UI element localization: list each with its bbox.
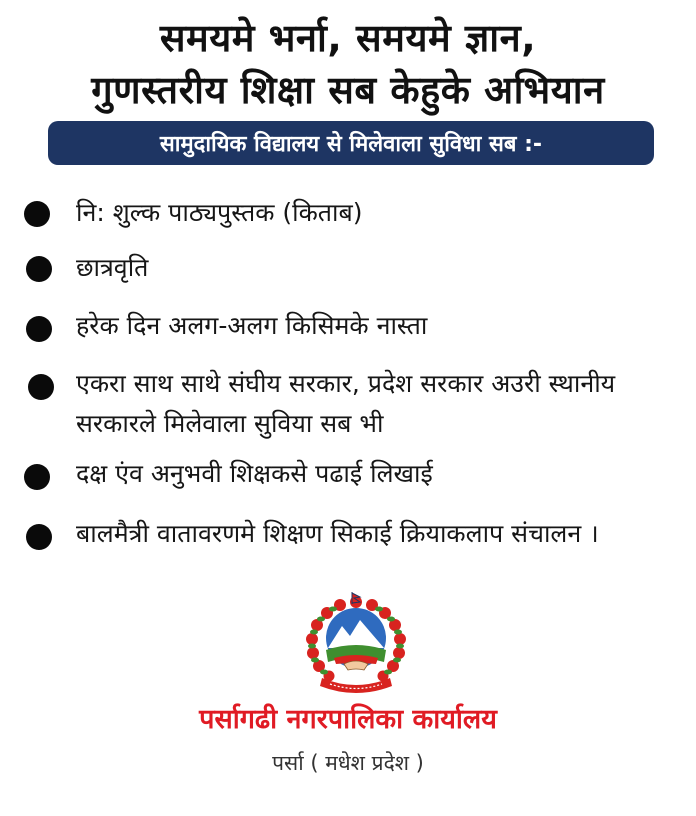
list-item-text: छात्रवृति [76,253,149,282]
list-item-text: एकरा साथ साथे संघीय सरकार, प्रदेश सरकार अउरी स्थानीय सरकारले मिलेवाला सुविया सब भी [76,369,616,438]
bullet-icon [26,256,52,282]
list-item-text: नि: शुल्क पाठ्यपुस्तक (किताब) [76,198,363,227]
list-item-text: हरेक दिन अलग-अलग किसिमके नास्ता [76,311,428,340]
bullet-icon [26,316,52,342]
facilities-banner [48,121,654,165]
municipality-location: पर्सा ( मधेश प्रदेश ) [272,751,424,775]
headline-line-2: गुणस्तरीय शिक्षा सब केहुके अभियान [91,68,605,112]
bullet-icon [24,201,50,227]
nepal-government-emblem-icon [300,592,412,696]
headline-line-1: समयमे भर्ना, समयमे ज्ञान, [159,16,537,60]
banner-text: सामुदायिक विद्यालय से मिलेवाला सुविधा सब :- [159,132,543,157]
bullet-icon [26,524,52,550]
bullet-icon [28,374,54,400]
list-item-text: दक्ष एंव अनुभवी शिक्षकसे पढाई लिखाई [76,459,433,488]
municipality-office-name: पर्सागढी नगरपालिका कार्यालय [199,704,497,735]
list-item-text: बालमैत्री वातावरणमे शिक्षण सिकाई क्रियाकलाप संचालन । [76,519,599,548]
bullet-icon [24,464,50,490]
